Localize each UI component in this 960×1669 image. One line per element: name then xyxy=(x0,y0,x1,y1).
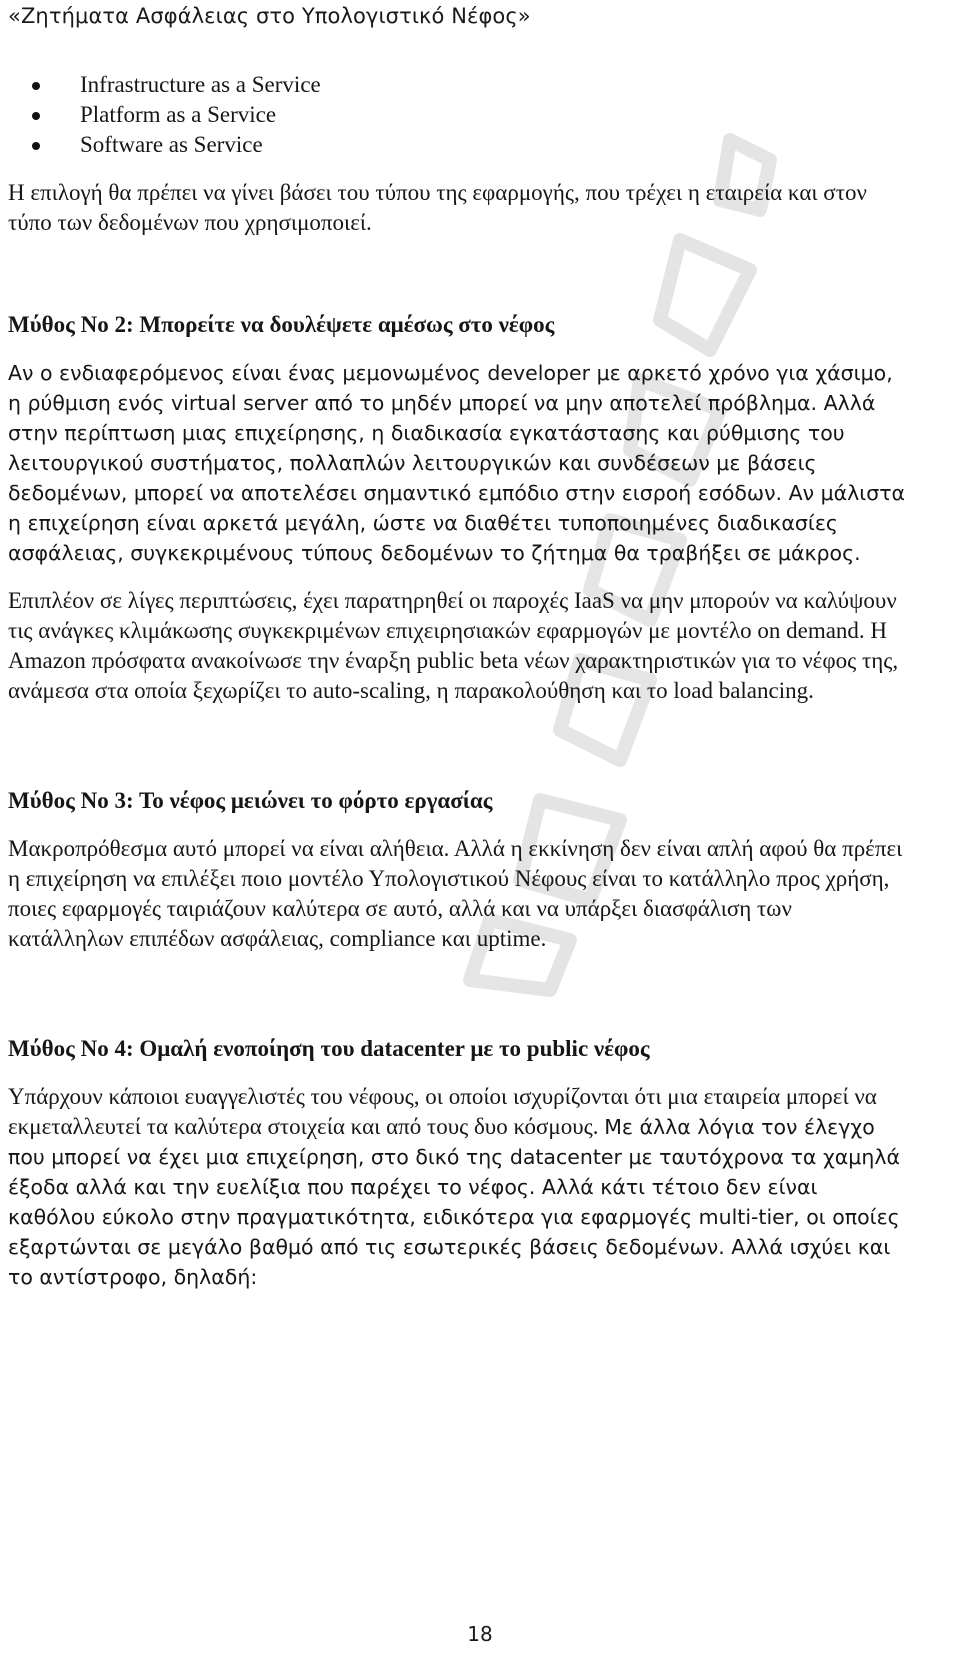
list-item: Infrastructure as a Service xyxy=(80,70,908,100)
myth-3-paragraph: Μακροπρόθεσμα αυτό μπορεί να είναι αλήθεια. Αλλά η εκκίνηση δεν είναι απλή αφού θα πρέπει η επιχείρηση να επιλέξει ποιο μοντέλο Υπολογιστικού Νέφους είναι το κατάλληλο προς χρήση, ποιες εφαρμογές ταιριάζουν καλύτερα σε αυτό, αλλά και να υπάρξει διασφάλιση των κατάλληλων επιπέδων ασφάλειας, compliance και uptime. xyxy=(8,836,903,951)
intro-paragraph: Η επιλογή θα πρέπει να γίνει βάσει του τύπου της εφαρμογής, που τρέχει η εταιρεία και στον τύπο των δεδομένων που χρησιμοποιεί. xyxy=(8,180,867,235)
myth-4-paragraph-part-2: Με άλλα λόγια τον έλεγχο που μπορεί να έχει μια επιχείρηση, στο δικό της datacenter με ταυτόχρονα τα χαμηλά έξοδα αλλά και την ευελίξια που παρέχει το νέφος. Αλλά κάτι τέτοιο δεν είναι καθόλου εύκολο στην πραγματικότητα, ειδικότερα για εφαρμογές multi-tier, οι οποίες εξαρτώνται σε μεγάλο βαθμό από τις εσωτερικές βάσεις δεδομένων. Αλλά ισχύει και το αντίστροφο, δηλαδή: xyxy=(8,1115,900,1289)
myth-4-paragraph-part-1: Υπάρχουν κάποιοι ευαγγελιστές του νέφους, οι οποίοι ισχυρίζονται ότι μια εταιρεία μπορεί να εκμεταλλευτεί τα καλύτερα στοιχεία και από τους δυο κόσμους. xyxy=(8,1084,877,1139)
running-header: «Ζητήματα Ασφάλειας στο Υπολογιστικό Νέφος» xyxy=(8,4,531,28)
myth-3-heading: Μύθος Νο 3: Το νέφος μειώνει το φόρτο εργασίας xyxy=(8,788,493,813)
myth-2-paragraph-1: Αν ο ενδιαφερόμενος είναι ένας μεμονωμένος developer με αρκετό χρόνο για χάσιμο, η ρύθμιση ενός virtual server από το μηδέν μπορεί να μην αποτελεί πρόβλημα. Αλλά στην περίπτωση μιας επιχείρησης, η διαδικασία εγκατάστασης και ρύθμισης του λειτουργικού συστήματος, πολλαπλών λειτουργικών και συνδέσεων με βάσεις δεδομένων, μπορεί να αποτελέσει σημαντικό εμπόδιο στην εισροή εσόδων. Αν μάλιστα η επιχείρηση είναι αρκετά μεγάλη, ώστε να διαθέτει τυποποιημένες διαδικασίες ασφάλειας, συγκεκριμένους τύπους δεδομένων το ζήτημα θα τραβήξει σε μάκρος. xyxy=(8,361,906,565)
list-item: Software as Service xyxy=(80,130,908,160)
myth-4-paragraph xyxy=(8,1082,908,1292)
myth-2-heading: Μύθος Νο 2: Μπορείτε να δουλέψετε αμέσως στο νέφος xyxy=(8,312,555,337)
myth-4-heading: Μύθος Νο 4: Ομαλή ενοποίηση του datacenter με το public νέφος xyxy=(8,1036,650,1061)
page-content xyxy=(8,70,908,1292)
service-models-list xyxy=(8,70,908,160)
page-number: 18 xyxy=(467,1622,493,1646)
myth-2-paragraph-2: Επιπλέον σε λίγες περιπτώσεις, έχει παρατηρηθεί οι παροχές IaaS να μην μπορούν να καλύψουν τις ανάγκες κλιμάκωσης συγκεκριμένων επιχειρησιακών εφαρμογών με μοντέλο on demand. Η Amazon πρόσφατα ανακοίνωσε την έναρξη public beta νέων χαρακτηριστικών για το νέφος της, ανάμεσα στα οποία ξεχωρίζει το auto-scaling, η παρακολούθηση και το load balancing. xyxy=(8,588,899,703)
list-item: Platform as a Service xyxy=(80,100,908,130)
